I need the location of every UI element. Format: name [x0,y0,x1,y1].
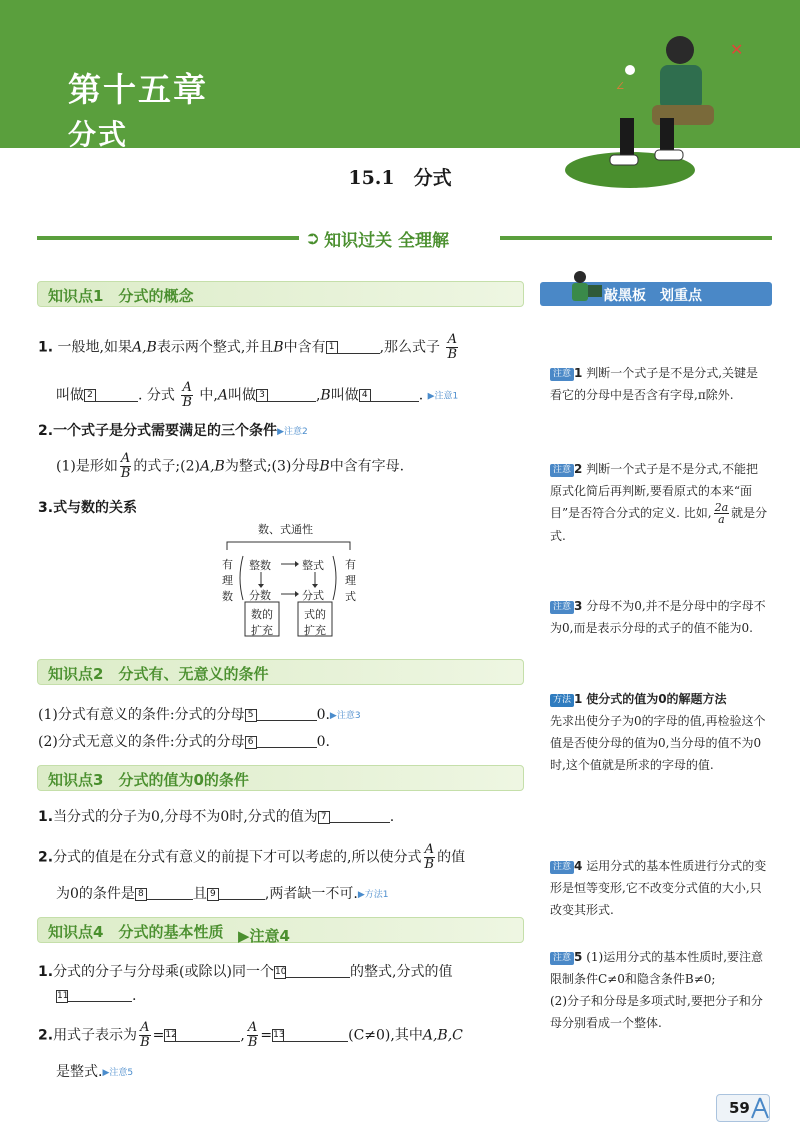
kp2-header: 知识点2 分式有、无意义的条件 [37,659,524,685]
diagram-expr-ext-1: 式的 [304,608,326,621]
kp1-q3: 3.式与数的关系 [38,500,138,516]
diagram-fraction-expr: 分式 [302,589,324,602]
kp1-q1-line1: 1. 一般地,如果A,B表示两个整式,并且B中含有 1 ,那么式子 $\frac{A}{B}$ [38,332,458,362]
kp3-q2-line2: 为0的条件是 8 且 9 ,两者缺一不可.▶方法1 [56,886,389,902]
diagram-left-1: 有 [222,558,233,571]
note-2: 注意 2 判断一个式子是不是分式,不能把原式化简后再判断,要看原式的本来“面目”是否符合分式的定义. 比如, $\frac{2a}{a}$ 就是分式. [550,462,768,543]
chapter-title: 第十五章 [68,70,208,109]
chapter-subtitle: 分式 [68,118,129,151]
diagram-left-3: 数 [222,590,233,603]
diagram-top: 数、式通性 [258,523,313,536]
section-title: 15.1 分式 [348,167,452,189]
diagram-integer: 整数 [249,559,271,572]
diagram-polynomial: 整式 [302,559,324,572]
diagram-left-2: 理 [222,574,233,587]
kp4-q1-line2: 11 . [57,988,137,1004]
kp1-q2: 2.一个式子是分式需要满足的三个条件▶注意2 [38,423,308,439]
swirl-icon: ➲ [305,227,321,249]
diagram-right-3: 式 [345,590,356,603]
diagram-expr-ext-2: 扩充 [304,624,326,637]
sidebar-header: 敲黑板 划重点 [540,282,772,306]
diagram-num-ext-1: 数的 [251,608,273,621]
relation-diagram-lines [215,528,365,643]
note-3: 注意 3 分母不为0,并不是分母中的字母不为0,而是表示分母的式子的值不能为0. [550,599,766,635]
note-5: 注意 5 (1)运用分式的基本性质时,要注意限制条件C≠0和隐含条件B≠0; (2)分子和分母是多项式时,要把分子和分母分别看成一个整体. [550,950,764,1030]
kp3-q1: 1.当分式的分子为0,分母不为0时,分式的值为 7 . [38,809,395,825]
kp4-q1-line1: 1.分式的分子与分母乘(或除以)同一个10 的整式,分式的值 [38,964,453,980]
banner-text: 知识过关 全理解 [324,230,450,251]
kp2-line1: (1)分式有意义的条件:分式的分母 5 0.▶注意3 [38,707,361,723]
kp1-q1-line2: 叫做 2 . 分式 $\frac{A}{B}$ 中,A叫做 3 ,B叫做 4 . ▶注意1 [56,380,459,410]
kp1-header: 知识点1 分式的概念 [37,281,524,307]
fraction-a-over-b: $\frac{A}{B}$ [447,332,458,362]
kp2-line2: (2)分式无意义的条件:分式的分母 6 0. [38,734,330,750]
kp1-q2-detail: (1)是形如 $\frac{A}{B}$ 的式子;(2)A,B为整式;(3)分母B中含有字母. [56,451,405,481]
kp4-q2-line1: 2.用式子表示为 $\frac{A}{B}$ =12 , $\frac{A}{B}$ =13 (C≠0),其中A,B,C [38,1020,463,1050]
diagram-num-ext-2: 扩充 [251,624,273,637]
compass-icon [749,1096,771,1120]
diagram-right-1: 有 [345,558,356,571]
banner-line-left [37,236,299,240]
page-number: 59 [716,1094,770,1122]
method-1: 方法 1 使分式的值为0的解题方法 先求出使分子为0的字母的值,再检验这个值是否使分母的值为0,当分母的值不为0时,这个值就是所求的字母的值. [550,692,766,772]
teacher-board-icon [566,269,602,307]
banner-line-right [500,236,772,240]
kp4-header: 知识点4 分式的基本性质 ▶注意4 [37,917,524,943]
kp3-header: 知识点3 分式的值为0的条件 [37,765,524,791]
kp3-q2-line1: 2.分式的值是在分式有意义的前提下才可以考虑的,所以使分式 $\frac{A}{B}$ 的值 [38,842,466,872]
diagram-fraction-num: 分数 [249,589,271,602]
banner [305,224,495,252]
svg-text:✕: ✕ [730,40,744,59]
kp4-q2-line2: 是整式.▶注意5 [56,1064,134,1080]
svg-text:∠: ∠ [615,79,626,93]
note-4: 注意 4 运用分式的基本性质进行分式的变形是恒等变形,它不改变分式值的大小,只改变其形式. [550,859,767,917]
diagram-right-2: 理 [345,574,356,587]
note-1: 注意 1 判断一个式子是不是分式,关键是看它的分母中是否含有字母,π除外. [550,366,759,402]
